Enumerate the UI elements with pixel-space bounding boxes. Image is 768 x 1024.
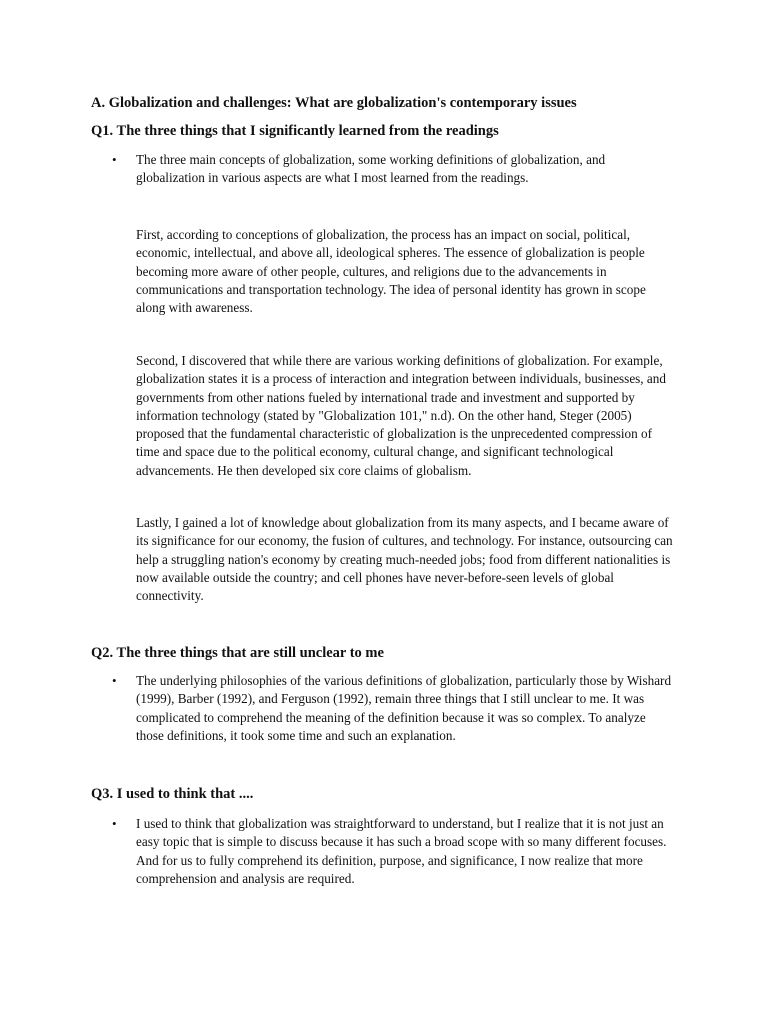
- bullet-icon: •: [112, 673, 117, 688]
- bullet-icon: •: [112, 152, 117, 167]
- q2-bullet-text: The underlying philosophies of the various definitions of globalization, particularly those by Wishard (1999), Barber (1992), and Ferguson (1992), remain three things that I still unclear to me. It was complicated to comprehend the meaning of the definition because it was so complex. To analyze those definitions, it took some time and such an explanation.: [136, 673, 672, 743]
- bullet-icon: •: [112, 816, 117, 831]
- q1-bullet-item: [112, 151, 672, 188]
- q3-heading: Q3. I used to think that ....: [91, 786, 254, 802]
- q3-bullet-item: [112, 815, 672, 888]
- q1-paragraph-second: Second, I discovered that while there are various working definitions of globalization. For example, globalization states it is a process of interaction and integration between individuals, businesses, and governments from other nations fueled by international trade and investment and supported by information technology (stated by "Globalization 101," n.d). On the other hand, Steger (2005) proposed that the fundamental characteristic of globalization is the unprecedented compression of time and space due to the political economy, cultural change, and significant technological advancements. He then developed six core claims of globalism.: [136, 353, 666, 478]
- q2-bullet-item: [112, 672, 672, 745]
- q1-paragraph-lastly: Lastly, I gained a lot of knowledge about globalization from its many aspects, and I became aware of its significance for our economy, the fusion of cultures, and technology. For instance, outsourcing can help a struggling nation's economy by creating much-needed jobs; food from different nationalities is now available outside the country; and cell phones have never-before-seen levels of global connectivity.: [136, 515, 673, 604]
- section-a-title: A. Globalization and challenges: What are globalization's contemporary issues: [91, 95, 577, 111]
- q1-paragraph-first: First, according to conceptions of globalization, the process has an impact on social, political, economic, intellectual, and above all, ideological spheres. The essence of globalization is people becoming more aware of other people, cultures, and religions due to the advancements in communications and transportation technology. The idea of personal identity has grown in scope along with awareness.: [136, 227, 646, 316]
- q2-heading: Q2. The three things that are still unclear to me: [91, 645, 384, 661]
- q1-heading: Q1. The three things that I significantly learned from the readings: [91, 123, 499, 139]
- q3-bullet-text: I used to think that globalization was straightforward to understand, but I realize that it is not just an easy topic that is simple to discuss because it has such a broad scope with so many different focuses. And for us to fully comprehend its definition, purpose, and significance, I now realize that more comprehension and analysis are required.: [136, 816, 667, 886]
- q1-bullet-text: The three main concepts of globalization, some working definitions of globalization, and globalization in various aspects are what I most learned from the readings.: [136, 152, 606, 186]
